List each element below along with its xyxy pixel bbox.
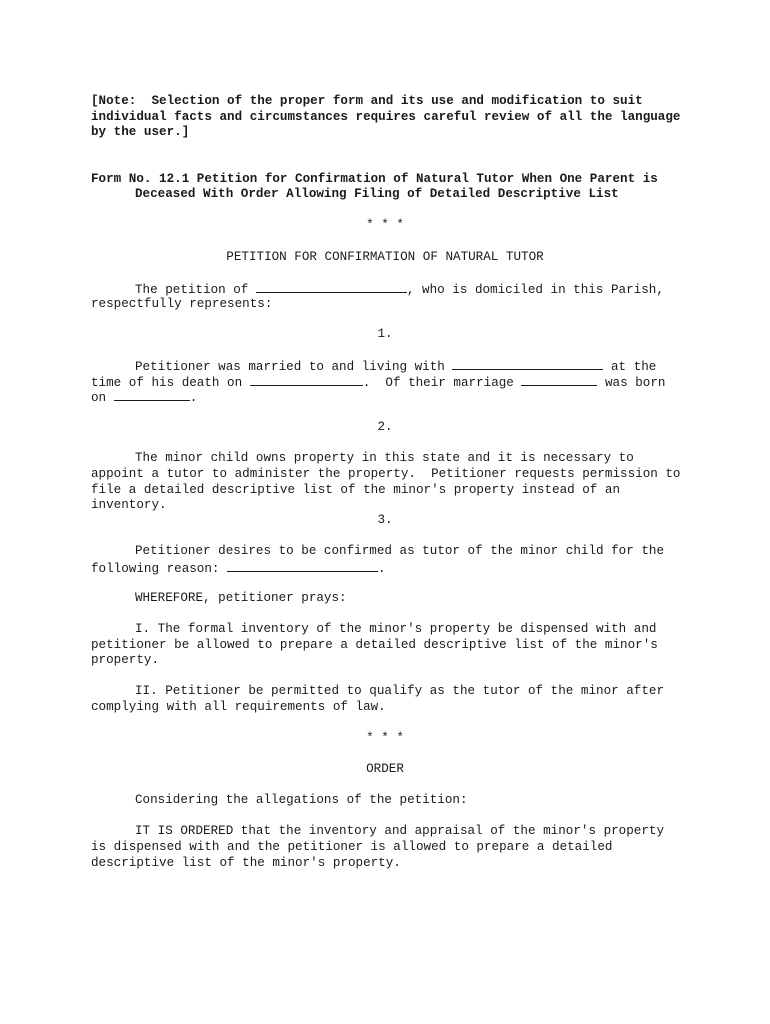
separator-stars: * * * xyxy=(366,218,404,232)
form-title-line-2: Deceased With Order Allowing Filing of Detailed Descriptive List xyxy=(135,187,619,201)
note-line-3: by the user.] xyxy=(91,125,190,139)
reason-blank xyxy=(227,560,378,572)
paragraph-number-2: 2. xyxy=(377,420,393,434)
order-line-1: IT IS ORDERED that the inventory and appraisal of the minor's property xyxy=(135,824,665,838)
p1-text-b: at the xyxy=(603,360,657,374)
intro-text-b: , who is domiciled in this Parish, xyxy=(406,283,664,297)
note-line-1: [Note: Selection of the proper form and its use and modification to suit xyxy=(91,94,643,108)
p2-line-2: appoint a tutor to administer the property. Petitioner requests permission to xyxy=(91,467,681,481)
order-line-2: is dispensed with and the petitioner is allowed to prepare a detailed xyxy=(91,840,613,854)
child-name-blank xyxy=(521,374,597,386)
petitioner-name-blank xyxy=(256,281,407,293)
p3-line-1: Petitioner desires to be confirmed as tutor of the minor child for the xyxy=(135,544,665,558)
prayer-item-i-line-1: I. The formal inventory of the minor's property be dispensed with and xyxy=(135,622,657,636)
p1-text-a: Petitioner was married to and living with xyxy=(135,360,453,374)
p1-text-g: . xyxy=(189,391,198,405)
prayer-item-i-line-2: petitioner be allowed to prepare a detailed descriptive list of the minor's xyxy=(91,638,658,652)
prayer-item-ii-line-2: complying with all requirements of law. xyxy=(91,700,386,714)
note-line-2: individual facts and circumstances requires careful review of all the language xyxy=(91,110,681,124)
p1-text-c: time of his death on xyxy=(91,376,250,390)
prayer-item-ii-line-1: II. Petitioner be permitted to qualify as the tutor of the minor after xyxy=(135,684,665,698)
prayer-intro: WHEREFORE, petitioner prays: xyxy=(135,591,347,605)
paragraph-number-1: 1. xyxy=(377,327,393,341)
p3-line-2 xyxy=(91,560,386,578)
p3-text-a: following reason: xyxy=(91,562,228,576)
intro-line-1 xyxy=(135,281,664,299)
p2-line-3: file a detailed descriptive list of the minor's property instead of an xyxy=(91,483,621,497)
order-considering: Considering the allegations of the petition: xyxy=(135,793,468,807)
prayer-item-i-line-3: property. xyxy=(91,653,160,667)
p2-line-4: inventory. xyxy=(91,498,167,512)
birth-date-blank xyxy=(114,389,190,401)
spouse-name-blank xyxy=(452,358,603,370)
order-heading: ORDER xyxy=(366,762,404,776)
p3-text-b: . xyxy=(378,562,386,576)
p1-text-f: on xyxy=(91,391,114,405)
p1-line-1 xyxy=(135,358,656,376)
p2-line-1: The minor child owns property in this state and it is necessary to xyxy=(135,451,634,465)
petition-heading: PETITION FOR CONFIRMATION OF NATURAL TUTOR xyxy=(226,250,544,264)
form-title-line-1: Form No. 12.1 Petition for Confirmation of Natural Tutor When One Parent is xyxy=(91,172,658,186)
p1-line-3 xyxy=(91,389,197,407)
death-date-blank xyxy=(250,374,363,386)
intro-text-a: The petition of xyxy=(135,283,256,297)
order-line-3: descriptive list of the minor's property. xyxy=(91,856,401,870)
p1-text-d: . Of their marriage xyxy=(362,376,522,390)
paragraph-number-3: 3. xyxy=(377,513,393,527)
p1-text-e: was born xyxy=(597,376,666,390)
intro-line-2: respectfully represents: xyxy=(91,297,273,311)
separator-stars-2: * * * xyxy=(366,731,404,745)
